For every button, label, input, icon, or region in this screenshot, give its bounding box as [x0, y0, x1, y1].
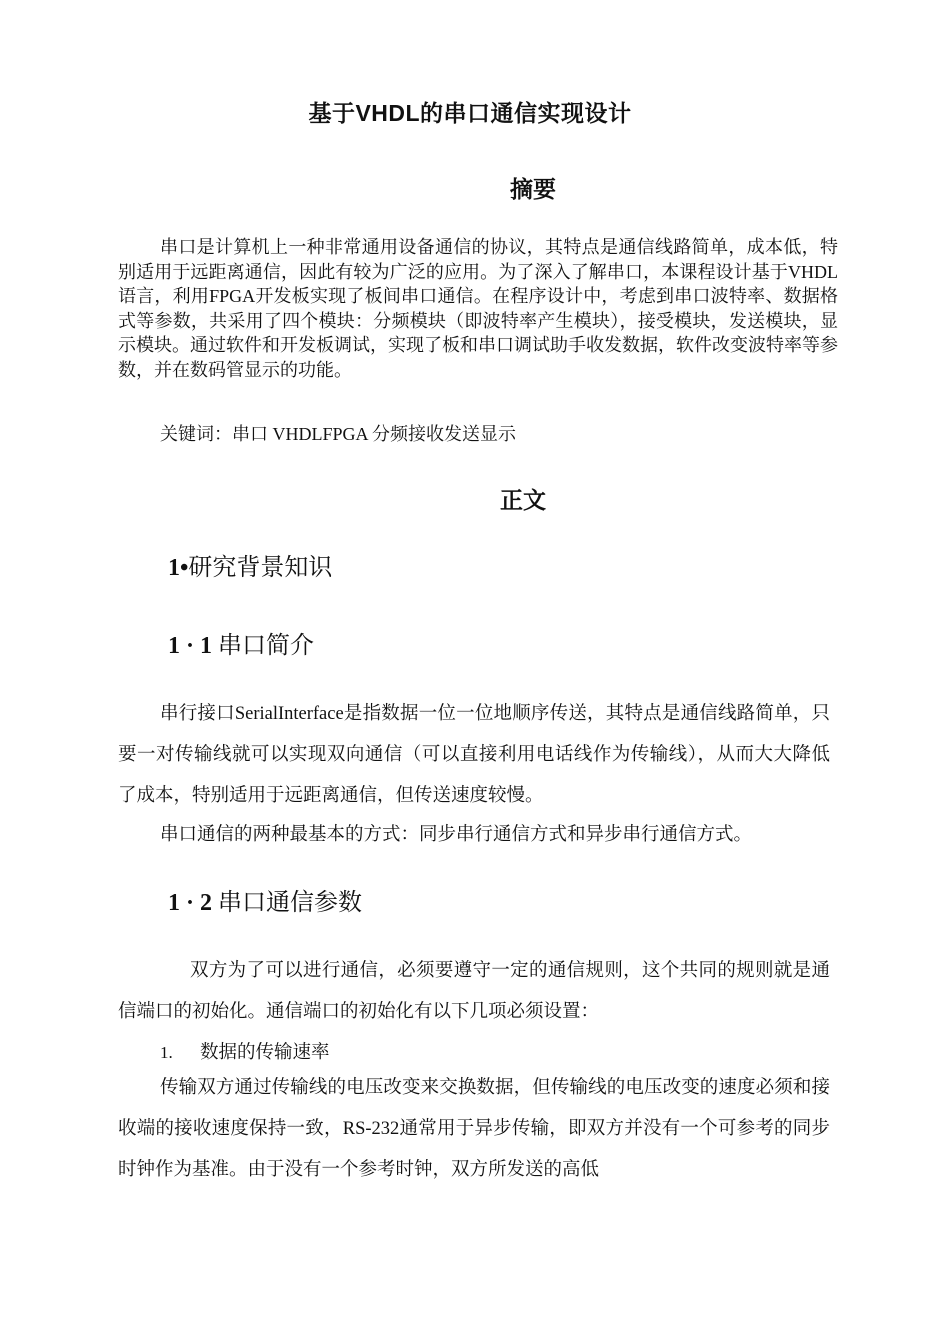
list-number: 1. — [160, 1043, 173, 1062]
abstract-paragraph: 串口是计算机上一种非常通用设备通信的协议，其特点是通信线路简单，成本低，特别适用于远距离通信，因此有较为广泛的应用。为了深入了解串口，本课程设计基于VHDL语言，利用FPGA开发板实现了板间串口通信。在程序设计中，考虑到串口波特率、数据格式等参数，共采用了四个模块：分频模块（即波特率产生模块），接受模块，发送模块，显示模块。通过软件和开发板调试，实现了板和串口调试助手收发数据，软件改变波特率等参数，并在数码管显示的功能。 — [118, 237, 838, 380]
section-number: 1 · 2 — [168, 890, 213, 916]
section-number: 1 · 1 — [168, 633, 213, 659]
section-number: 1• — [168, 555, 189, 581]
section-heading-1-1 — [168, 631, 314, 661]
transfer-rate-paragraph — [118, 1068, 830, 1191]
document-title: 基于VHDL的串口通信实现设计 — [308, 100, 632, 126]
serial-intro-paragraph — [118, 694, 830, 817]
paragraph-text: 串行接口SerialInterface是指数据一位一位地顺序传送，其特点是通信线路简单，只要一对传输线就可以实现双向通信（可以直接利用电话线作为传输线），从而大大降低了成本，特别适用于远距离通信，但传送速度较慢。 — [118, 704, 830, 806]
section-title: 串口简介 — [218, 633, 315, 659]
communication-modes-line: 串口通信的两种最基本的方式：同步串行通信方式和异步串行通信方式。 — [160, 825, 753, 845]
body-heading: 正文 — [500, 487, 546, 513]
keywords-line: 关键词：串口 VHDLFPGA 分频接收发送显示 — [160, 424, 517, 444]
section-heading-1 — [168, 553, 332, 583]
section-heading-1-2 — [168, 888, 362, 918]
list-text: 数据的传输速率 — [200, 1043, 330, 1063]
section-title: 串口通信参数 — [218, 890, 363, 916]
paragraph-text: 双方为了可以进行通信，必须要遵守一定的通信规则，这个共同的规则就是通信端口的初始化。通信端口的初始化有以下几项必须设置： — [118, 961, 830, 1022]
section-title: 研究背景知识 — [188, 555, 333, 581]
params-paragraph — [118, 951, 830, 1033]
abstract-heading: 摘要 — [510, 176, 556, 202]
abstract-body — [118, 235, 838, 382]
paragraph-text: 传输双方通过传输线的电压改变来交换数据，但传输线的电压改变的速度必须和接收端的接收速度保持一致，RS-232通常用于异步传输，即双方并没有一个可参考的同步时钟作为基准。由于没有一个参考时钟，双方所发送的高低 — [118, 1078, 830, 1180]
list-item-1 — [160, 1040, 330, 1066]
